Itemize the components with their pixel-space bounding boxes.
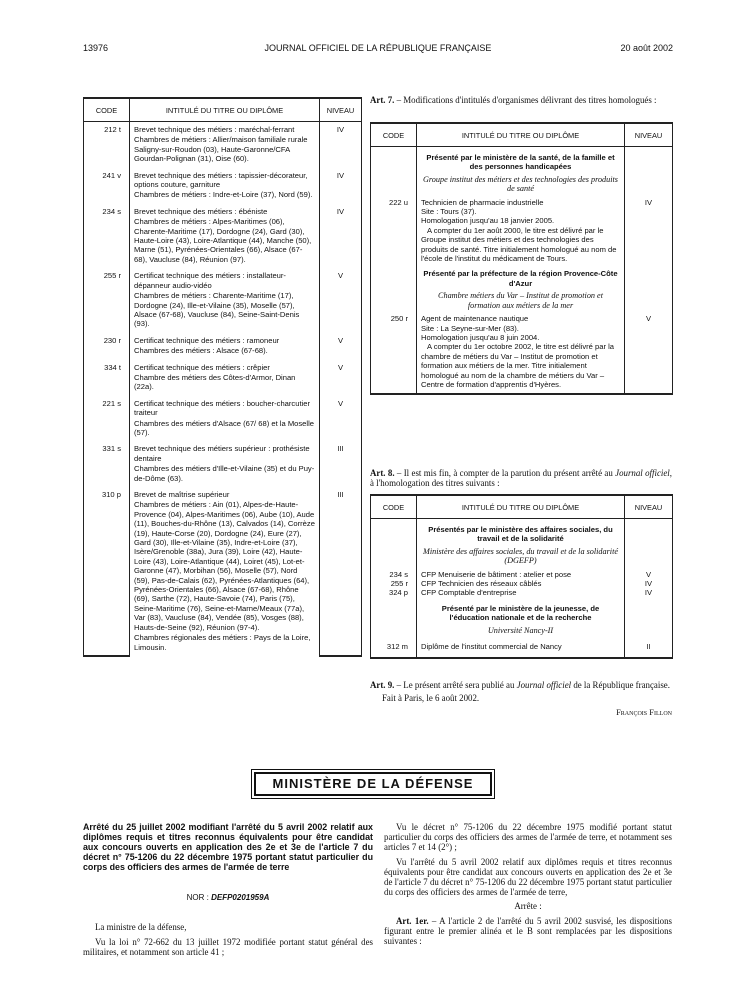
table-row (371, 588, 673, 597)
row-detail: Chambre des métiers des Côtes-d'Armor, Dinan (22a). (134, 372, 296, 392)
table-row (84, 122, 362, 168)
page-number: 13976 (83, 43, 109, 53)
row-title: Certificat technique des métiers : crêpier (134, 362, 270, 372)
row-detail: Chambres des métiers d'Ille-et-Vilaine (35) et du Puy-de-Dôme (63). (134, 464, 315, 483)
row-code: 230 r (84, 333, 130, 360)
left-table-body (84, 122, 362, 656)
row-code: 241 v (84, 168, 130, 204)
row-title: Diplôme de l'institut commercial de Nancy (417, 639, 625, 658)
column-header-title: INTITULÉ DU TITRE OU DIPLÔME (130, 98, 320, 122)
row-detail: Chambres de métiers : Alpes-Maritimes (06), Charente-Maritime (17), Dordogne (24), Gard (30), Haute-Loire (43), Loire-Atlantique (44), Manche (50), Marne (51), Pyrénées-Orientales (66), Alsace (67-68), Vaucluse (84), Réunion (97). (134, 217, 312, 264)
row-content (130, 487, 320, 656)
row-level: V (625, 570, 673, 579)
row-content (130, 268, 320, 332)
row-level: III (320, 487, 362, 656)
article-9 (370, 680, 672, 718)
row-detail: Chambres de métiers : Charente-Maritime (17), Dordogne (24), Ille-et-Vilaine (35), Moselle (57), Alsace (67-68), Vaucluse (84), Seine-Saint-Denis (93). (134, 291, 300, 329)
article-8-text-end: , à l'homologation des titres suivants : (370, 468, 672, 488)
table-row (84, 168, 362, 204)
table-row (84, 204, 362, 268)
article-1 (384, 916, 672, 947)
row-level: IV (320, 168, 362, 204)
article-1-label: Art. 1er. (396, 915, 429, 926)
terminations-table-body (371, 519, 673, 659)
row-title: Certificat technique des métiers : ramoneur (134, 335, 280, 345)
table-row (84, 360, 362, 396)
left-titles-table (83, 97, 362, 657)
table-row (84, 396, 362, 442)
group-title: Présenté par le ministère de la santé, de la famille et des personnes handicapées (426, 153, 615, 172)
row-title: Brevet technique des métiers supérieur : prothésiste dentaire (134, 444, 310, 463)
issue-date: 20 août 2002 (620, 43, 673, 53)
table-row (84, 268, 362, 332)
table-row (84, 441, 362, 487)
decree-right-body (384, 822, 672, 950)
decree-left-body (83, 922, 373, 962)
decree-paragraph: La ministre de la défense, (95, 922, 187, 932)
row-content (130, 333, 320, 360)
row-title: CFP Menuiserie de bâtiment : atelier et pose (417, 570, 625, 579)
row-code: 310 p (84, 487, 130, 656)
row-title: Technicien de pharmacie industrielle (421, 197, 544, 207)
decree-title: Arrêté du 25 juillet 2002 modifiant l'arrêté du 5 avril 2002 relatif aux diplômes requis et titres reconnus équivalents pour être candidat aux concours ouverts en application des 2e et 3e de l'article 7 du décret n° 75-1206 du 22 décembre 1975 portant statut particulier du corps des officiers des armes de l'armée de terre (83, 822, 373, 872)
row-title: Brevet technique des métiers : maréchal-ferrant (134, 125, 295, 134)
row-code: 212 t (84, 122, 130, 168)
column-header-title: INTITULÉ DU TITRE OU DIPLÔME (417, 123, 625, 147)
column-header-code: CODE (84, 98, 130, 122)
row-code: 234 s (371, 570, 417, 579)
row-detail: Chambres des métiers d'Alsace (67/ 68) et la Moselle (57). (134, 418, 314, 437)
terminations-table (370, 494, 673, 659)
row-code: 324 p (371, 588, 417, 597)
row-code: 255 r (371, 579, 417, 588)
row-code: 312 m (371, 639, 417, 658)
group-subtitle: Université Nancy-II (487, 625, 554, 635)
article-8 (370, 468, 672, 488)
table-row (371, 310, 673, 394)
row-detail-extra: Chambres régionales des métiers : Pays de la Loire, Limousin. (134, 633, 311, 652)
row-content (130, 441, 320, 487)
row-code: 250 r (371, 310, 417, 394)
row-content (130, 122, 320, 168)
row-detail: Chambres de métiers : Ain (01), Alpes-de-Haute-Provence (04), Alpes-Maritimes (06), Aube (10), Aude (11), Bouches-du-Rhône (13), Calvados (14), Corrèze (19), Haute-Corse (20), Dordogne (24), Eure (27), Gard (30), Ille-et-Vilaine (35), Indre-et-Loire (37), Isère/Grenoble (38a), Jura (39), Loire (42), Haute-Loire (43), Loire-Atlantique (44), Loiret (45), Lot-et-Garonne (47), Morbihan (56), Moselle (57), Nord (59), Pas-de-Calais (62), Pyrénées-Atlantiques (64), Pyrénées-Orientales (66), Alsace (67-68), Rhône (69), Sarthe (72), Haute-Savoie (74), Paris (75), Seine-Maritime (76), Seine-et-Marne/Meaux (77a), Var (83), Vaucluse (84), Vendée (85), Vosges (88), Hauts-de-Seine (92), Réunion (97-4). (134, 500, 315, 632)
article-7-label: Art. 7. (370, 95, 395, 105)
table-row (371, 194, 673, 264)
row-code: 255 r (84, 268, 130, 332)
row-level: IV (320, 122, 362, 168)
article-9-text-end: de la République française. (571, 680, 670, 690)
article-9-label: Art. 9. (370, 680, 395, 690)
row-level: V (320, 360, 362, 396)
article-7-text: – Modifications d'intitulés d'organismes délivrant des titres homologués : (394, 95, 657, 105)
journal-title: JOURNAL OFFICIEL DE LA RÉPUBLIQUE FRANÇAISE (264, 43, 492, 53)
row-detail: Chambres des métiers : Alsace (67-68). (134, 346, 268, 356)
row-level: IV (625, 579, 673, 588)
row-title: Certificat technique des métiers : boucher-charcutier traiteur (134, 398, 311, 418)
ministry-heading: MINISTÈRE DE LA DÉFENSE (254, 772, 492, 796)
article-9-text: – Le présent arrêté sera publié au (394, 680, 517, 690)
column-header-code: CODE (371, 123, 417, 147)
article-8-label: Art. 8. (370, 468, 395, 478)
group-title: Présentés par le ministère des affaires sociales, du travail et de la solidarité (428, 525, 613, 544)
nor-code: DEFP0201959A (211, 893, 270, 902)
group-title: Présenté par le ministère de la jeunesse, de l'éducation nationale et de la recherche (441, 603, 600, 623)
row-title: Agent de maintenance nautique (421, 314, 529, 324)
row-level: IV (625, 194, 673, 264)
decree-paragraph: Vu la loi n° 72-662 du 13 juillet 1972 modifiée portant statut général des militaires, et notamment son article 41 ; (83, 936, 373, 957)
done-at: Fait à Paris, le 6 août 2002. (382, 692, 480, 703)
table-row (84, 487, 362, 656)
row-note: A compter du 1er août 2000, le titre est délivré par le Groupe institut des métiers et des technologies des produits de santé. Titre initialement homologué au nom de l'école de l'institut du médicament de Tours. (421, 225, 617, 264)
table-row (84, 333, 362, 360)
journal-reference: Journal officiel (516, 680, 572, 690)
row-code: 234 s (84, 204, 130, 268)
decree-paragraph: Vu le décret n° 75-1206 du 22 décembre 1975 modifié portant statut particulier du corps des officiers des armes de l'armée de terre, et notamment ses articles 7 et 14 (2°) ; (384, 822, 672, 853)
row-title: CFP Comptable d'entreprise (417, 588, 625, 597)
nor-reference (83, 893, 373, 902)
row-level: II (625, 639, 673, 658)
row-level: V (625, 310, 673, 394)
nor-label: NOR : (186, 893, 212, 902)
row-note: A compter du 1er octobre 2002, le titre est délivré par la chambre de métiers du Var – Institut de promotion et formation aux métiers de la mer. Titre initialement homologué au nom de la chambre de métiers du Var – Centre de formation d'apprentis d'Hyères. (421, 342, 614, 389)
column-header-title: INTITULÉ DU TITRE OU DIPLÔME (417, 495, 625, 519)
row-content (130, 204, 320, 268)
column-header-level: NIVEAU (625, 495, 673, 519)
article-7 (370, 95, 672, 105)
journal-reference: Journal officiel (615, 468, 670, 478)
row-level: V (320, 396, 362, 442)
row-code: 334 t (84, 360, 130, 396)
group-subtitle: Groupe institut des métiers et des technologies des produits de santé (423, 174, 618, 194)
column-header-code: CODE (371, 495, 417, 519)
row-content (130, 396, 320, 442)
row-level: IV (320, 204, 362, 268)
row-code: 221 s (84, 396, 130, 442)
row-level: III (320, 441, 362, 487)
row-title: CFP Technicien des réseaux câblés (417, 579, 625, 588)
table-row (371, 579, 673, 588)
row-content (130, 360, 320, 396)
row-title: Brevet technique des métiers : ébéniste (134, 206, 268, 216)
group-title: Présenté par la préfecture de la région Provence-Côte d'Azur (423, 269, 618, 288)
table-row (371, 639, 673, 658)
article-1-text: – A l'article 2 de l'arrêté du 5 avril 2002 susvisé, les dispositions figurant entre le premier alinéa et le B sont remplacées par les dispositions suivantes : (384, 915, 672, 947)
row-content (130, 168, 320, 204)
row-homologation: Homologation jusqu'au 18 janvier 2005. (421, 216, 555, 226)
row-title: Brevet technique des métiers : tapissier-décorateur, options couture, garniture (134, 170, 308, 190)
arrete-heading: Arrête : (514, 901, 542, 912)
page-header (83, 43, 673, 57)
row-level: IV (625, 588, 673, 597)
column-header-level: NIVEAU (625, 123, 673, 147)
row-site: Site : Tours (37). (421, 207, 477, 217)
row-title: Certificat technique des métiers : installateur-dépanneur audio-vidéo (134, 271, 286, 290)
article-8-text: – Il est mis fin, à compter de la parution du présent arrêté au (394, 468, 616, 478)
column-header-level: NIVEAU (320, 98, 362, 122)
decree-paragraph: Vu l'arrêté du 5 avril 2002 relatif aux diplômes requis et titres reconnus équivalents pour être candidat aux concours ouverts en application des 2e et 3e de l'article 7 du décret n° 75-1206 du 22 décembre 1975 portant statut particulier du corps des officiers des armes de l'armée de terre, (384, 856, 672, 898)
modifications-table (370, 122, 673, 395)
group-subtitle: Ministère des affaires sociales, du travail et de la solidarité (DGEFP) (423, 546, 618, 566)
row-level: V (320, 268, 362, 332)
row-code: 222 u (371, 194, 417, 264)
row-homologation: Homologation jusqu'au 8 juin 2004. (421, 332, 540, 342)
group-subtitle: Chambre métiers du Var – Institut de promotion et formation aux métiers de la mer (438, 291, 603, 310)
row-detail: Chambres de métiers : Indre-et-Loire (37), Nord (59). (134, 190, 313, 200)
row-code: 331 s (84, 441, 130, 487)
row-site: Site : La Seyne-sur-Mer (83). (421, 323, 519, 333)
signature: François Fillon (616, 707, 672, 717)
row-level: V (320, 333, 362, 360)
row-detail: Chambres de métiers : Allier/maison familiale rurale Saligny-sur-Roudon (03), Haute-Garonne/CFA Gourdan-Polignan (31), Oise (60). (134, 135, 308, 164)
row-title: Brevet de maîtrise supérieur (134, 490, 230, 499)
table-row (371, 570, 673, 579)
